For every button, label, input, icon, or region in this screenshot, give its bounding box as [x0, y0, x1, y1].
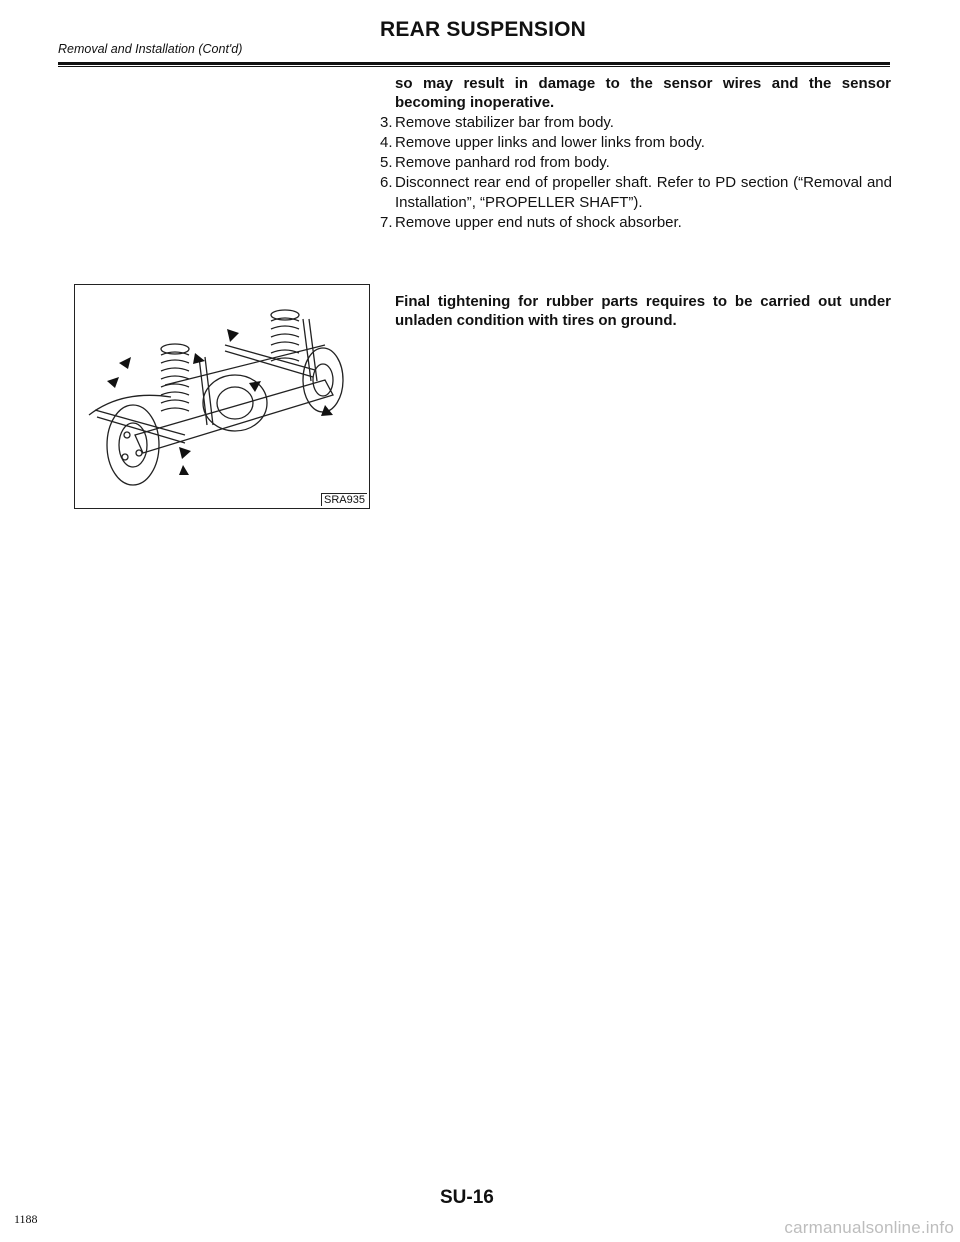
- step-item: 6. Disconnect rear end of propeller shaft. Refer to PD section (“Removal and Installation”, “PROPELLER SHAFT”).: [380, 174, 892, 211]
- rear-suspension-assembly-icon: [75, 285, 369, 508]
- step-item: 5. Remove panhard rod from body.: [380, 154, 610, 171]
- warning-continuation: so may result in damage to the sensor wires and the sensor becoming inoperative.: [395, 75, 891, 111]
- step-item: 4. Remove upper links and lower links from body.: [380, 134, 705, 151]
- procedure-steps: [380, 113, 892, 233]
- page-title: REAR SUSPENSION: [380, 18, 587, 41]
- step-item: 3. Remove stabilizer bar from body.: [380, 114, 614, 131]
- step-item: 7. Remove upper end nuts of shock absorber.: [380, 214, 682, 231]
- header-rule: [58, 62, 890, 67]
- tightening-note: Final tightening for rubber parts requires to be carried out under unladen condition with tires on ground.: [395, 293, 891, 329]
- figure-code: SRA935: [321, 493, 367, 506]
- suspension-figure: [74, 284, 370, 509]
- page-number: SU-16: [440, 1187, 494, 1208]
- watermark: carmanualsonline.info: [784, 1218, 954, 1237]
- section-subtitle: Removal and Installation (Cont'd): [58, 42, 243, 56]
- edge-page-number: 1188: [14, 1212, 38, 1226]
